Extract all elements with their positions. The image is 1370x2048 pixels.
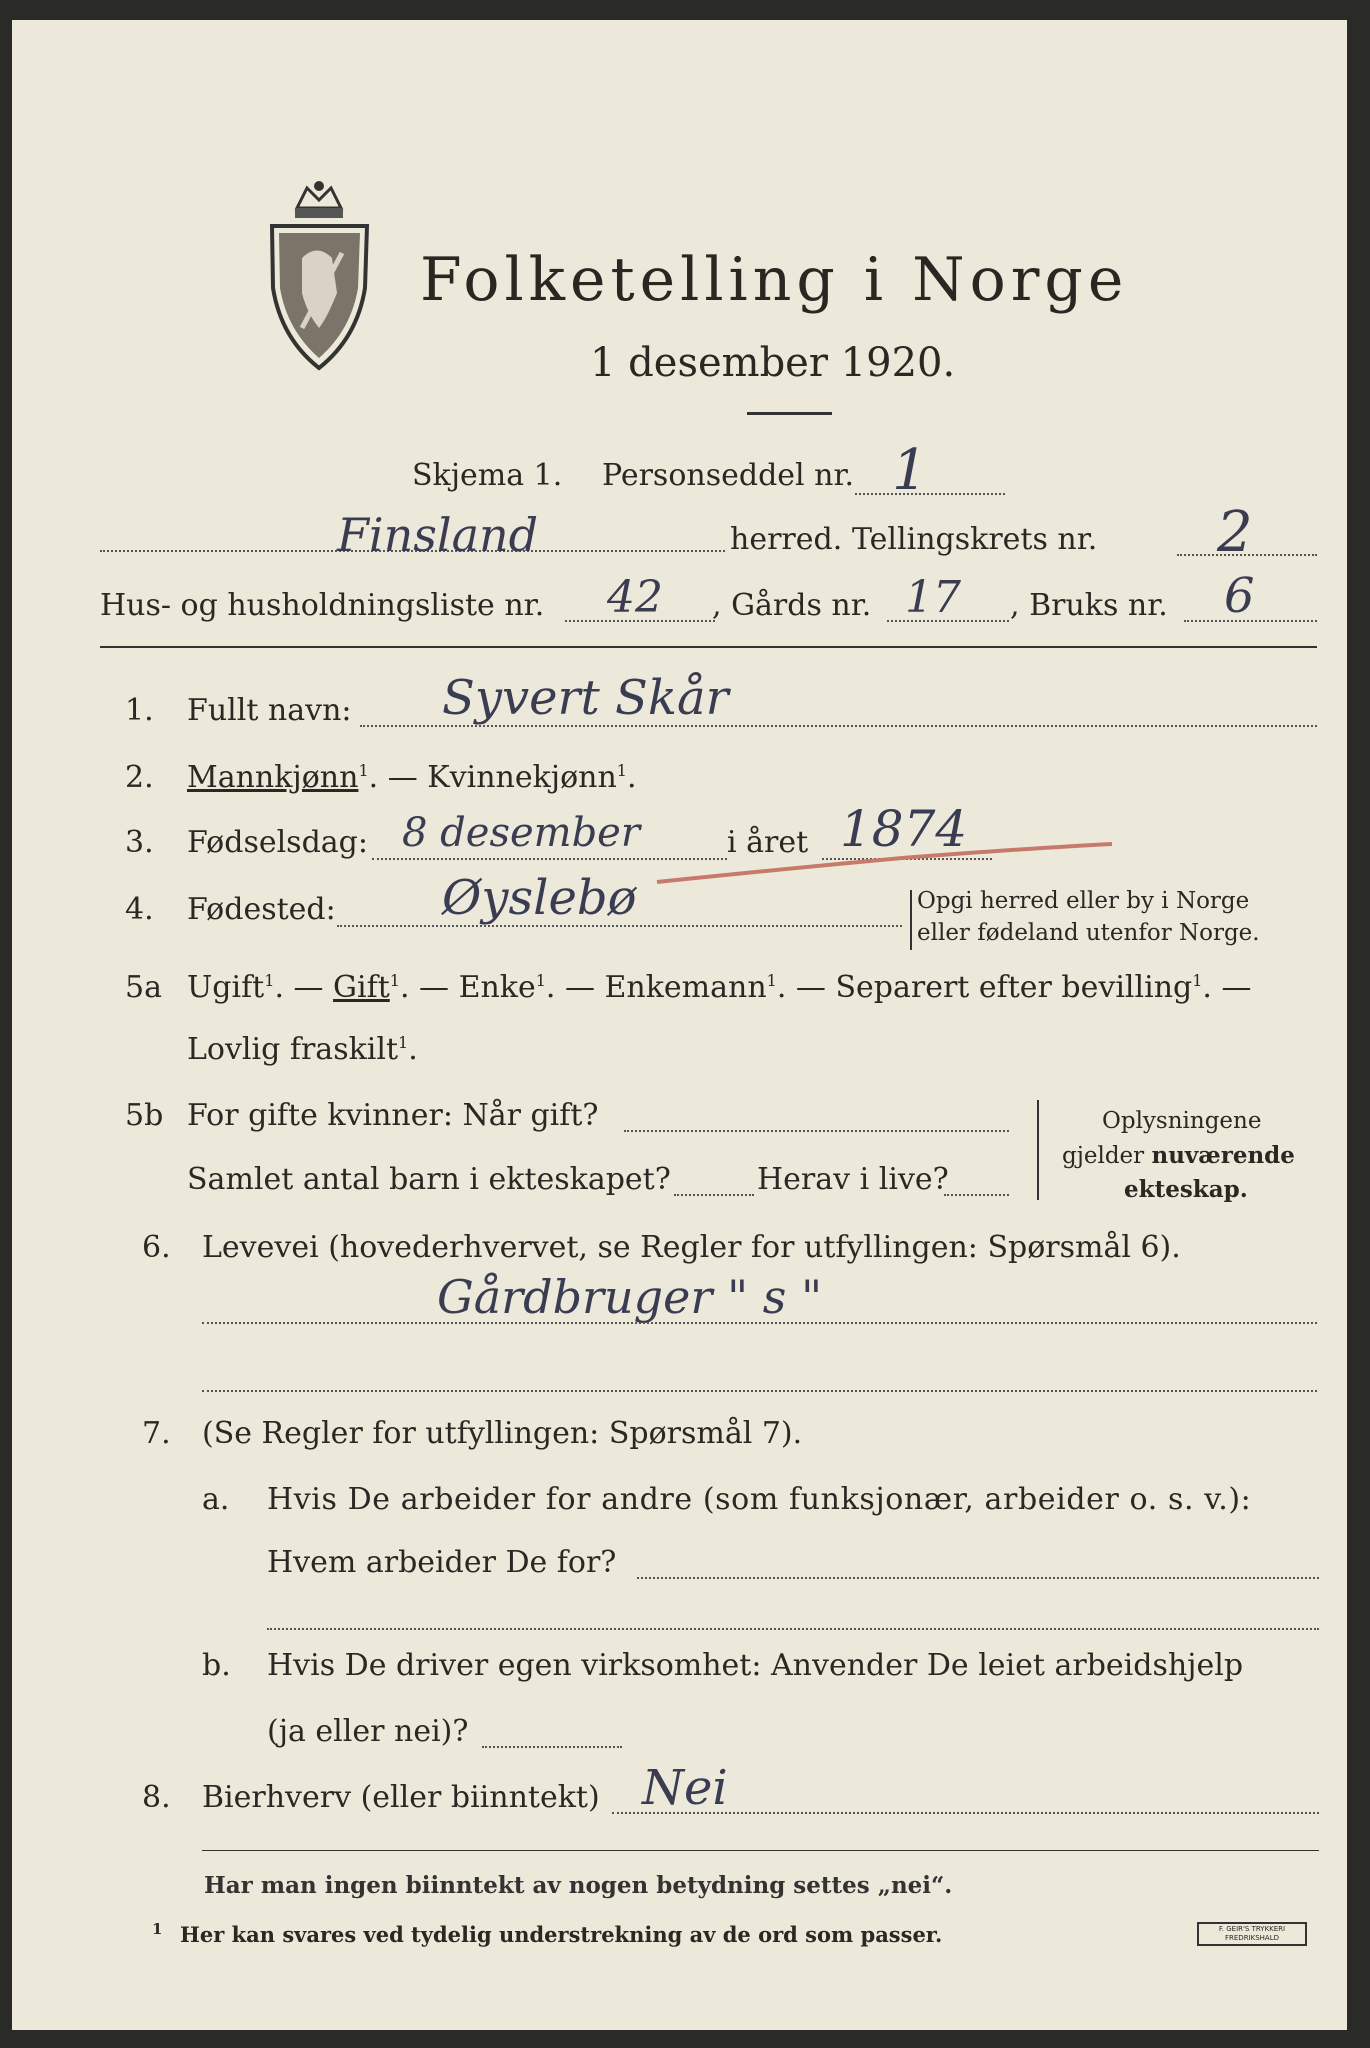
red-pencil-mark bbox=[652, 840, 1122, 890]
q5a-separator-1: . — bbox=[274, 970, 334, 1005]
personseddel-line bbox=[855, 493, 1005, 495]
q2-female-footnote-mark: 1 bbox=[616, 761, 627, 780]
q5a-ugift-footnote-mark: 1 bbox=[264, 971, 275, 990]
q4-brace bbox=[910, 890, 916, 950]
q3-year-label: i året bbox=[727, 825, 809, 860]
q1-value[interactable]: Syvert Skår bbox=[442, 670, 729, 726]
q3-label: Fødselsdag: bbox=[187, 825, 368, 860]
skjema-label: Skjema 1. bbox=[412, 458, 563, 493]
q3-year-value[interactable]: 1874 bbox=[840, 800, 968, 858]
gards-label: , Gårds nr. bbox=[712, 588, 872, 623]
q6-number: 6. bbox=[142, 1230, 171, 1265]
q5a-number: 5a bbox=[125, 970, 162, 1005]
norway-coat-of-arms-icon bbox=[257, 178, 382, 378]
q7a-line2 bbox=[267, 1628, 1319, 1630]
q5a-ugift-option[interactable]: Ugift bbox=[187, 970, 265, 1005]
husliste-label: Hus- og husholdningsliste nr. bbox=[100, 588, 545, 623]
q2-female-option[interactable]: Kvinnekjønn bbox=[427, 760, 617, 795]
q7b-letter: b. bbox=[202, 1648, 231, 1683]
q5b-barn-line bbox=[674, 1194, 754, 1196]
q4-value[interactable]: Øyslebø bbox=[442, 870, 637, 926]
q5b-note-gjelder: gjelder bbox=[1062, 1143, 1152, 1169]
q7a-line1 bbox=[637, 1577, 1319, 1579]
q5a-enke-option[interactable]: Enke bbox=[458, 970, 536, 1005]
q5b-live-line bbox=[944, 1194, 1009, 1196]
q5b-note-line1: Oplysningene bbox=[1102, 1108, 1262, 1134]
q6-value[interactable]: Gårdbruger " s " bbox=[437, 1270, 823, 1324]
printer-stamp-line2: FREDRIKSHALD bbox=[1224, 1934, 1279, 1942]
q5a-separert-footnote-mark: 1 bbox=[1192, 971, 1203, 990]
gards-value[interactable]: 17 bbox=[905, 572, 961, 623]
footnote-text: Her kan svares ved tydelig understrekning av de ord som passer. bbox=[180, 1922, 943, 1947]
q5b-brace bbox=[1037, 1100, 1049, 1200]
census-date: 1 desember 1920. bbox=[590, 340, 956, 386]
q3-day-value[interactable]: 8 desember bbox=[402, 810, 640, 856]
bruks-label: , Bruks nr. bbox=[1010, 588, 1168, 623]
q5b-note-nuvaerende: nuværende bbox=[1151, 1142, 1295, 1169]
husliste-value[interactable]: 42 bbox=[607, 572, 663, 623]
q5b-label3: Herav i live? bbox=[757, 1162, 949, 1197]
footnote-number: 1 bbox=[152, 1920, 163, 1938]
form-title: Folketelling i Norge bbox=[420, 245, 1129, 315]
q4-number: 4. bbox=[125, 892, 154, 927]
bruks-value[interactable]: 6 bbox=[1224, 568, 1255, 624]
q5a-fraskilt-footnote-mark: 1 bbox=[398, 1033, 409, 1052]
q5a-separator-2: . — bbox=[399, 970, 459, 1005]
q1-label: Fullt navn: bbox=[187, 693, 352, 728]
q6-line1 bbox=[202, 1322, 1317, 1324]
q5a-separator-3: . — bbox=[545, 970, 605, 1005]
q5a-options-line2: Lovlig fraskilt$^1$. bbox=[187, 1032, 418, 1067]
q4-label: Fødested: bbox=[187, 892, 336, 927]
q7-number: 7. bbox=[142, 1416, 171, 1451]
q8-value[interactable]: Nei bbox=[642, 1760, 728, 1816]
header-divider bbox=[100, 646, 1317, 648]
q7b-text: Hvis De driver egen virksomhet: Anvender De leiet arbeidshjelp bbox=[267, 1648, 1244, 1683]
q5a-separator-5: . — bbox=[1202, 970, 1252, 1005]
q2-number: 2. bbox=[125, 760, 154, 795]
q7b-line bbox=[482, 1746, 622, 1748]
q5b-label2: Samlet antal barn i ekteskapet? bbox=[187, 1162, 671, 1197]
q8-number: 8. bbox=[142, 1780, 171, 1815]
personseddel-label: Personseddel nr. bbox=[602, 458, 855, 493]
q6-line2 bbox=[202, 1390, 1317, 1392]
q7b-question: (ja eller nei)? bbox=[267, 1714, 469, 1749]
q5b-label1: For gifte kvinner: Når gift? bbox=[187, 1098, 599, 1133]
q5b-number: 5b bbox=[125, 1098, 164, 1133]
q5b-note-line3: ekteskap. bbox=[1124, 1176, 1248, 1203]
q2-options bbox=[187, 760, 637, 795]
q4-note-line2: eller fødeland utenfor Norge. bbox=[917, 920, 1260, 946]
q7a-letter: a. bbox=[202, 1482, 230, 1517]
printer-stamp-line1: F. GEIR'S TRYKKERI bbox=[1218, 1925, 1286, 1933]
q7a-text: Hvis De arbeider for andre (som funksjonær, arbeider o. s. v.): bbox=[267, 1482, 1252, 1517]
q4-note-line1: Opgi herred eller by i Norge bbox=[917, 888, 1250, 914]
q5a-fraskilt-option[interactable]: Lovlig fraskilt bbox=[187, 1032, 399, 1067]
q3-number: 3. bbox=[125, 825, 154, 860]
q1-number: 1. bbox=[125, 693, 154, 728]
q2-male-period: . bbox=[368, 760, 379, 795]
q5a-gift-option[interactable]: Gift bbox=[333, 970, 390, 1005]
q5a-options bbox=[187, 970, 1252, 1005]
q8-label: Bierhverv (eller biinntekt) bbox=[202, 1780, 600, 1815]
q2-male-footnote-mark: 1 bbox=[358, 761, 369, 780]
q7-label: (Se Regler for utfyllingen: Spørsmål 7). bbox=[202, 1416, 803, 1451]
title-divider bbox=[747, 412, 832, 415]
q2-separator: — bbox=[378, 760, 428, 795]
q5a-separator-4: . — bbox=[776, 970, 836, 1005]
q5a-enkemann-option[interactable]: Enkemann bbox=[604, 970, 767, 1005]
q5a-separert-option[interactable]: Separert efter bevilling bbox=[835, 970, 1193, 1005]
tellingskrets-label: Tellingskrets nr. bbox=[852, 522, 1098, 557]
census-form bbox=[12, 20, 1347, 2030]
q5b-note-line2 bbox=[1062, 1142, 1295, 1169]
q5a-enkemann-footnote-mark: 1 bbox=[766, 971, 777, 990]
q2-male-option[interactable]: Mannkjønn bbox=[187, 760, 359, 795]
herred-value[interactable]: Finsland bbox=[337, 508, 539, 562]
herred-label: herred. bbox=[730, 522, 843, 557]
q2-female-period: . bbox=[626, 760, 637, 795]
q7a-question: Hvem arbeider De for? bbox=[267, 1545, 617, 1580]
tellingskrets-value[interactable]: 2 bbox=[1217, 500, 1253, 565]
q6-label: Levevei (hovederhvervet, se Regler for utfyllingen: Spørsmål 6). bbox=[202, 1230, 1181, 1265]
q5b-gift-line bbox=[624, 1130, 1009, 1132]
footer-divider bbox=[202, 1850, 1319, 1851]
q5a-enke-footnote-mark: 1 bbox=[535, 971, 546, 990]
footer-note: Har man ingen biinntekt av nogen betydning settes „nei“. bbox=[204, 1872, 953, 1899]
printer-stamp bbox=[1197, 1922, 1307, 1946]
q5a-gift-footnote-mark: 1 bbox=[389, 971, 400, 990]
personseddel-value[interactable]: 1 bbox=[892, 438, 928, 503]
